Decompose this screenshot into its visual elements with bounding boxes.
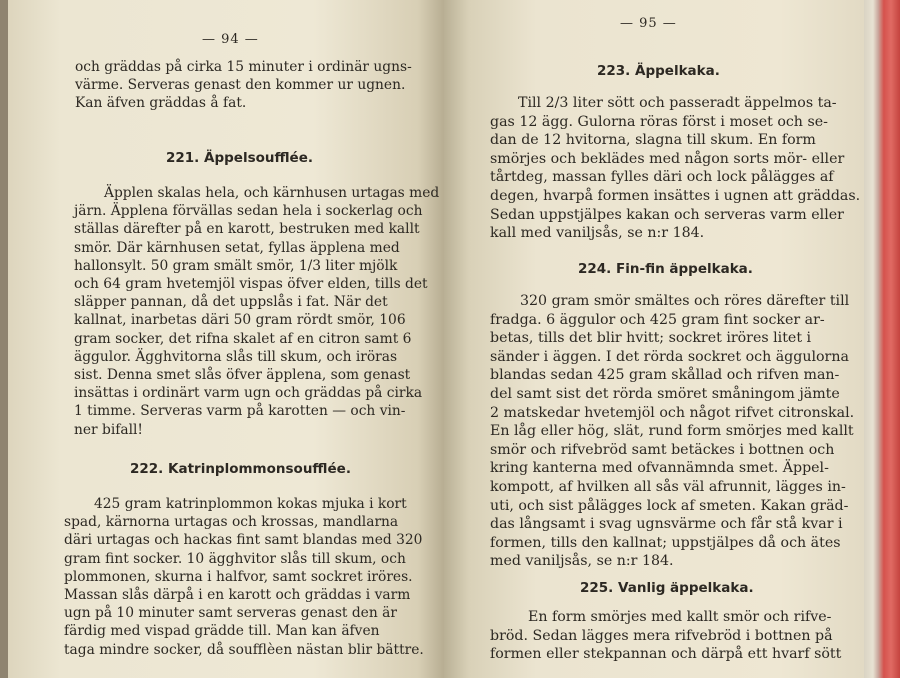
text-line: däri urtagas och hackas fint samt blandas med 320: [64, 532, 423, 549]
text-line: kring kanterna med ofvannämnda smet. Äppel-: [490, 460, 829, 477]
recipe-body: [64, 495, 424, 659]
text-line: En form smörjes med kallt smör och rifve-: [528, 609, 832, 625]
text-line: smör och rifvebröd samt betäckes i bottnen och: [490, 441, 835, 458]
text-line: Massan slås därpå i en karott och gräddas i varm: [64, 587, 411, 604]
recipe-heading: 221. Äppelsoufflée.: [166, 150, 313, 166]
text-line: smörjes och beklädes med någon sorts mör- eller: [490, 150, 845, 167]
text-line: tårtdeg, massan fylles däri och lock pålägges af: [490, 169, 834, 186]
text-line: Äpplen skalas hela, och kärnhusen urtagas med: [104, 185, 440, 201]
recipe-heading: 223. Äppelkaka.: [597, 63, 720, 79]
text-line: plommonen, skurna i halfvor, samt sockret iröres.: [64, 568, 413, 585]
text-line: spad, kärnorna urtagas och krossas, mandlarna: [64, 514, 399, 531]
text-line: med vaniljsås, se n:r 184.: [490, 553, 674, 570]
text-line: kompott, af hvilken all sås väl afrunnit, lägges in-: [490, 478, 846, 495]
text-line: ställas därefter på en karott, bestruken med kallt: [74, 221, 420, 238]
recipe-body: [74, 184, 439, 439]
text-line: äggulor. Ägghvitorna slås till skum, och iröras: [74, 348, 398, 365]
right-page: [444, 0, 864, 678]
text-line: 2 matskedar hvetemjöl och något rifvet citronskal.: [490, 404, 855, 421]
text-line: gas 12 ägg. Gulorna röras först i moset och se-: [490, 113, 828, 130]
text-line: formen, tills den kallnat; uppstjälpes då och ätes: [490, 534, 841, 551]
text-line: Sedan uppstjälpes kakan och serveras varm eller: [490, 206, 844, 223]
text-line: hallonsylt. 50 gram smält smör, 1/3 liter mjölk: [74, 257, 398, 274]
text-line: 320 gram smör smältes och röres därefter till: [520, 293, 850, 309]
recipe-heading: 224. Fin-fin äppelkaka.: [578, 261, 753, 277]
text-line: dan de 12 hvitorna, slagna till skum. En form: [490, 132, 816, 149]
text-line: gram socker, det rifna skalet af en citron samt 6: [74, 330, 412, 347]
text-line: uti, och sist pålägges lock af smeten. Kakan gräd-: [490, 497, 849, 514]
text-line: smör. Där kärnhusen setat, fyllas äpplena med: [74, 239, 400, 256]
text-line: Kan äfven gräddas å fat.: [75, 95, 247, 112]
text-line: järn. Äpplena förvällas sedan hela i sockerlag och: [74, 203, 423, 220]
text-line: betas, tills det blir hvitt; sockret iröres litet i: [490, 330, 812, 347]
text-line: fradga. 6 äggulor och 425 gram fint socker ar-: [490, 311, 825, 328]
text-line: insättas i ordinärt varm ugn och gräddas på cirka: [74, 385, 423, 402]
text-line: 425 gram katrinplommon kokas mjuka i kort: [94, 496, 407, 512]
left-book-edge: [0, 0, 8, 678]
recipe-body: [490, 608, 841, 664]
book-cover-edge: [864, 0, 900, 678]
text-line: ugn på 10 minuter samt serveras genast den är: [64, 605, 397, 622]
text-line: färdig med vispad grädde till. Man kan äfven: [64, 623, 380, 640]
text-line: värme. Serveras genast den kommer ur ugnen.: [75, 77, 406, 94]
text-line: blandas sedan 425 gram skållad och rifven man-: [490, 367, 840, 384]
recipe-heading: 225. Vanlig äppelkaka.: [580, 580, 754, 596]
recipe-heading: 222. Katrinplommonsoufflée.: [130, 461, 351, 477]
page-number: — 94 —: [202, 32, 259, 47]
recipe-body: [490, 94, 860, 243]
intro-paragraph: [75, 58, 412, 113]
text-line: Till 2/3 liter sött och passeradt äppelmos ta-: [518, 95, 837, 111]
text-line: släpper pannan, då det uppslås i fat. När det: [74, 294, 388, 311]
text-line: kall med vaniljsås, se n:r 184.: [490, 225, 705, 242]
left-page: [8, 0, 444, 678]
text-line: 1 timme. Serveras varm på karotten — och vin-: [74, 403, 406, 420]
text-line: sist. Denna smet slås öfver äpplena, som genast: [74, 367, 411, 384]
text-line: kallnat, inarbetas däri 50 gram rördt smör, 106: [74, 312, 406, 329]
text-line: sänder i äggen. I det rörda sockret och äggulorna: [490, 348, 849, 365]
text-line: degen, hvarpå formen insättes i ugnen att gräddas.: [490, 187, 861, 204]
recipe-body: [490, 292, 854, 571]
text-line: och gräddas på cirka 15 minuter i ordinär ugns-: [75, 59, 412, 75]
text-line: En låg eller hög, slät, rund form smörjes med kallt: [490, 423, 854, 440]
text-line: formen eller stekpannan och därpå ett hvarf sött: [490, 646, 842, 663]
text-line: bröd. Sedan lägges mera rifvebröd i bottnen på: [490, 627, 833, 644]
text-line: och 64 gram hvetemjöl vispas öfver elden, tills det: [74, 276, 428, 293]
text-line: del samt sist det rörda smöret småningom jämte: [490, 385, 840, 402]
text-line: ner bifall!: [74, 421, 143, 438]
text-line: gram fint socker. 10 ägghvitor slås till skum, och: [64, 550, 406, 567]
text-line: das långsamt i svag ugnsvärme och får stå kvar i: [490, 516, 843, 533]
text-line: taga mindre socker, då soufflèen nästan blir bättre.: [64, 641, 424, 658]
page-number: — 95 —: [620, 16, 677, 31]
